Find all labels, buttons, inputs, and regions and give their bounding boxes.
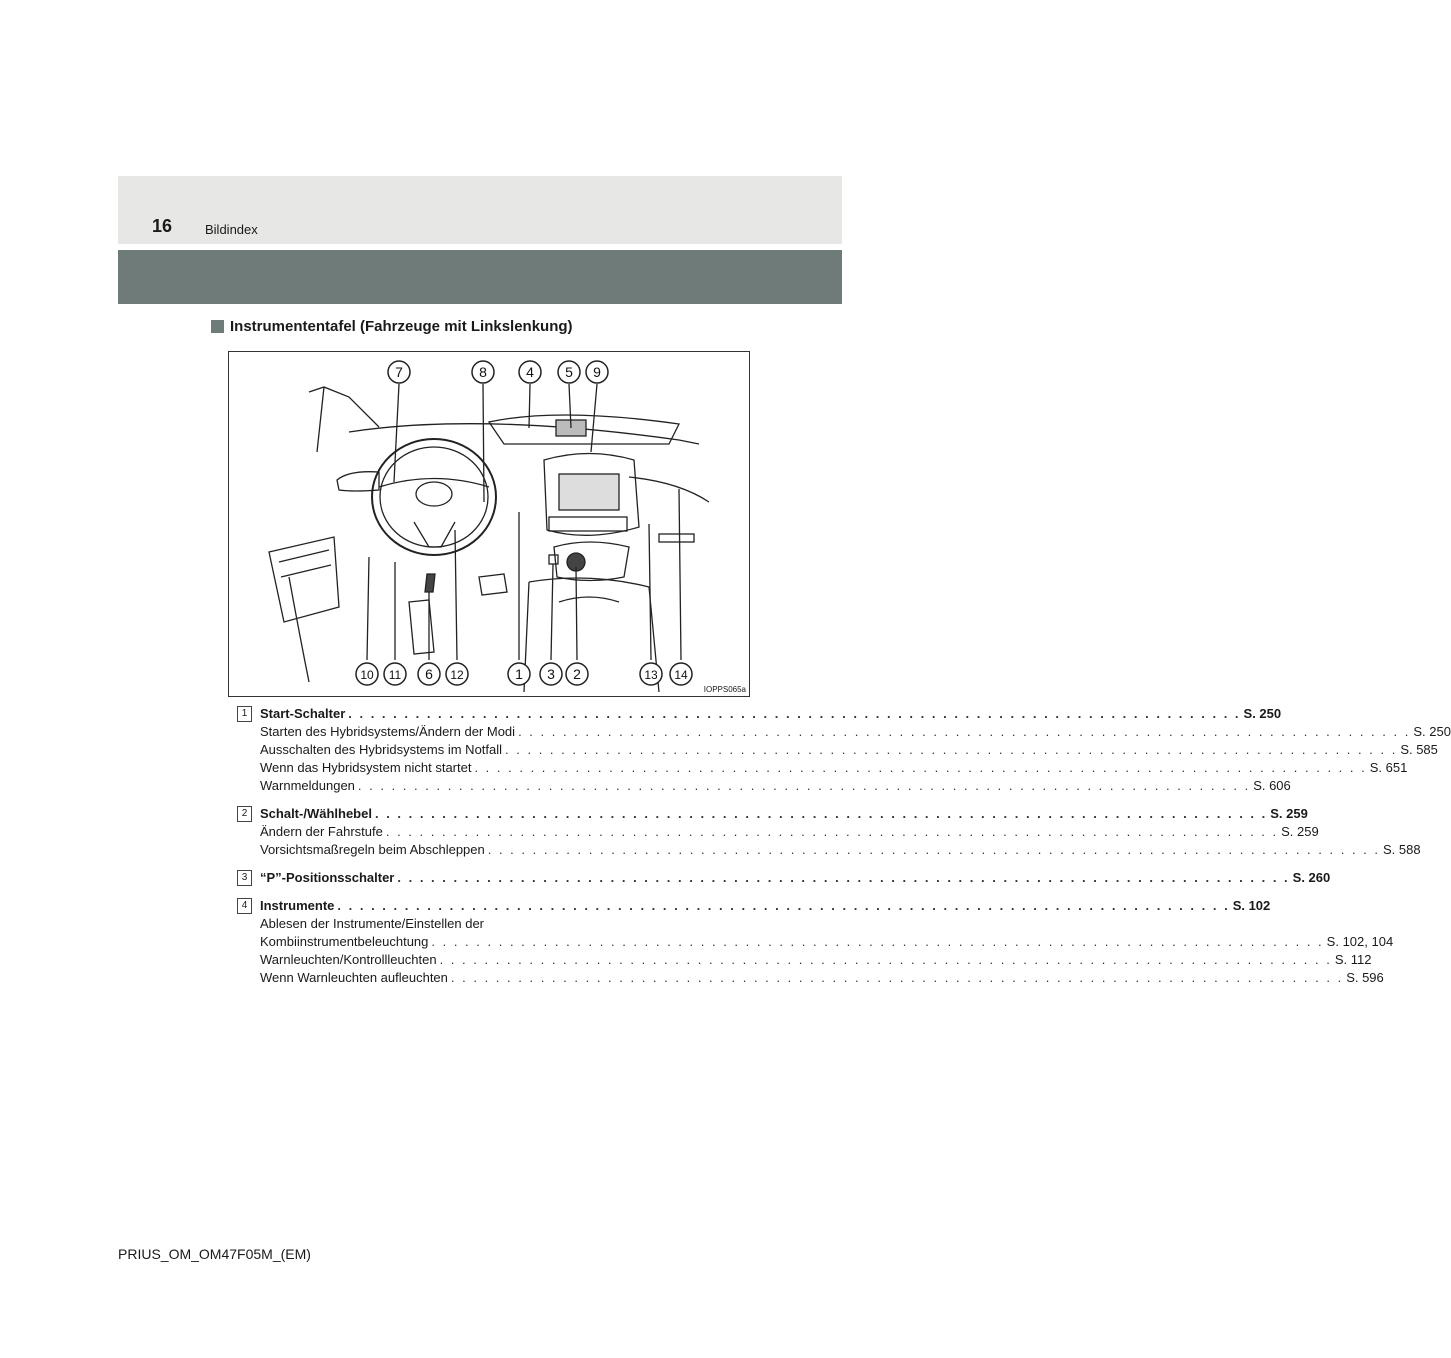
callout-label: 12	[450, 668, 464, 682]
entry-sub-row	[237, 933, 1394, 951]
figure-code: IOPPS065a	[703, 685, 746, 694]
entry-sub-row	[237, 723, 1451, 741]
entry-label: Wenn das Hybridsystem nicht startet	[260, 760, 472, 775]
header-dark-band	[118, 250, 842, 304]
callout-label: 13	[644, 668, 658, 682]
leader-dots: . . . . . . . . . . . . . . . . . . . . . . . . . . . . . . . . . . . . . . . . . . . . . . . . . . . . . . . . . . . . . . . . . . . . . . . . . . . . . . . .	[439, 952, 1332, 967]
footer-code: PRIUS_OM_OM47F05M_(EM)	[118, 1246, 311, 1262]
page-reference[interactable]: S. 606	[1253, 778, 1291, 793]
entry-label: Ablesen der Instrumente/Einstellen der	[260, 916, 485, 931]
entry-label: Vorsichtsmaßregeln beim Abschleppen	[260, 842, 485, 857]
entry-sub-row	[237, 969, 1384, 987]
entry-label: Schalt-/Wählhebel	[260, 806, 372, 821]
callout-label: 2	[573, 666, 581, 682]
entry-list	[237, 705, 1451, 997]
callout-label: 6	[425, 666, 433, 682]
entry-label: Ausschalten des Hybridsystems im Notfall	[260, 742, 503, 757]
callout-label: 3	[547, 666, 555, 682]
square-bullet-icon	[211, 320, 224, 333]
callout-label: 1	[515, 666, 523, 682]
entry-sub-row	[237, 951, 1372, 969]
entry-sub-row	[237, 741, 1438, 759]
entry-sub-row	[237, 777, 1291, 795]
page-reference[interactable]: S. 588	[1383, 842, 1421, 857]
entry-sub-row	[237, 841, 1421, 859]
leader-dots: . . . . . . . . . . . . . . . . . . . . . . . . . . . . . . . . . . . . . . . . . . . . . . . . . . . . . . . . . . . . . . . . . . . . . . . . . . . . . . . .	[337, 898, 1230, 913]
leader-dots: . . . . . . . . . . . . . . . . . . . . . . . . . . . . . . . . . . . . . . . . . . . . . . . . . . . . . . . . . . . . . . . . . . . . . . . . . . . . . . . .	[518, 724, 1411, 739]
leader-dots: . . . . . . . . . . . . . . . . . . . . . . . . . . . . . . . . . . . . . . . . . . . . . . . . . . . . . . . . . . . . . . . . . . . . . . . . . . . . . . . .	[348, 706, 1241, 721]
entry-label: Ändern der Fahrstufe	[260, 824, 383, 839]
leader-dots: . . . . . . . . . . . . . . . . . . . . . . . . . . . . . . . . . . . . . . . . . . . . . . . . . . . . . . . . . . . . . . . . . . . . . . . . . . . . . . . .	[357, 778, 1251, 793]
index-entry	[237, 869, 1331, 887]
leader-dots: . . . . . . . . . . . . . . . . . . . . . . . . . . . . . . . . . . . . . . . . . . . . . . . . . . . . . . . . . . . . . . . . . . . . . . . . . . . . . . . .	[450, 970, 1344, 985]
page-reference[interactable]: S. 250	[1413, 724, 1451, 739]
page-reference[interactable]: S. 112	[1334, 952, 1372, 967]
callout-label: 7	[395, 364, 403, 380]
entry-label: Starten des Hybridsystems/Ändern der Modi	[260, 724, 516, 739]
callout-label: 11	[388, 668, 402, 682]
leader-dots: . . . . . . . . . . . . . . . . . . . . . . . . . . . . . . . . . . . . . . . . . . . . . . . . . . . . . . . . . . . . . . . . . . . . . . . . . . . . . . . .	[385, 824, 1279, 839]
page-number: 16	[152, 216, 173, 236]
callout-label: 9	[593, 364, 601, 380]
entry-sub-row	[237, 823, 1319, 841]
entry-label: Wenn Warnleuchten aufleuchten	[260, 970, 448, 985]
index-entry	[237, 897, 1394, 987]
page-reference[interactable]: S. 259	[1281, 824, 1319, 839]
entry-number-badge: 4	[237, 898, 252, 914]
page-reference[interactable]: S. 250	[1243, 706, 1282, 721]
page-reference[interactable]: S. 102, 104	[1326, 934, 1394, 949]
entry-title-row	[237, 869, 1331, 887]
index-entry	[237, 705, 1451, 795]
entry-label: “P”-Positionsschalter	[260, 870, 395, 885]
leader-dots: . . . . . . . . . . . . . . . . . . . . . . . . . . . . . . . . . . . . . . . . . . . . . . . . . . . . . . . . . . . . . . . . . . . . . . . . . . . . . . . .	[505, 742, 1398, 757]
entry-number-badge: 1	[237, 706, 252, 722]
page-reference[interactable]: S. 260	[1292, 870, 1331, 885]
entry-label: Kombiinstrumentbeleuchtung	[260, 934, 429, 949]
callouts-bottom	[356, 663, 692, 685]
entry-number-badge: 3	[237, 870, 252, 886]
page-reference[interactable]: S. 651	[1369, 760, 1408, 775]
page-reference[interactable]: S. 596	[1346, 970, 1384, 985]
entry-label: Warnmeldungen	[260, 778, 355, 793]
section-title: Bildindex	[205, 222, 258, 237]
entry-sub-row	[237, 759, 1408, 777]
entry-title-row	[237, 705, 1282, 723]
entry-label: Start-Schalter	[260, 706, 346, 721]
dashboard-drawing	[229, 352, 749, 696]
callouts-top	[388, 361, 608, 383]
subheading-text: Instrumententafel (Fahrzeuge mit Linkslenkung)	[230, 318, 573, 335]
page-reference[interactable]: S. 585	[1400, 742, 1438, 757]
leader-dots: . . . . . . . . . . . . . . . . . . . . . . . . . . . . . . . . . . . . . . . . . . . . . . . . . . . . . . . . . . . . . . . . . . . . . . . . . . . . . . . .	[431, 934, 1324, 949]
callout-label: 4	[526, 364, 534, 380]
entry-label: Warnleuchten/Kontrollleuchten	[260, 952, 437, 967]
callout-label: 10	[360, 668, 374, 682]
leader-dots: . . . . . . . . . . . . . . . . . . . . . . . . . . . . . . . . . . . . . . . . . . . . . . . . . . . . . . . . . . . . . . . . . . . . . . . . . . . . . . . .	[374, 806, 1268, 821]
entry-title-row	[237, 897, 1271, 915]
callout-label: 8	[479, 364, 487, 380]
callout-label: 14	[674, 668, 688, 682]
callout-label: 5	[565, 364, 573, 380]
leader-dots: . . . . . . . . . . . . . . . . . . . . . . . . . . . . . . . . . . . . . . . . . . . . . . . . . . . . . . . . . . . . . . . . . . . . . . . . . . . . . . . .	[487, 842, 1381, 857]
page-reference[interactable]: S. 102	[1232, 898, 1271, 913]
leader-dots: . . . . . . . . . . . . . . . . . . . . . . . . . . . . . . . . . . . . . . . . . . . . . . . . . . . . . . . . . . . . . . . . . . . . . . . . . . . . . . . .	[397, 870, 1290, 885]
entry-title-row	[237, 805, 1308, 823]
entry-sub-row	[237, 915, 722, 933]
subheading	[211, 318, 573, 335]
page-reference[interactable]: S. 259	[1270, 806, 1308, 821]
leader-dots: . . . . . . . . . . . . . . . . . . . . . . . . . . . . . . . . . . . . . . . . . . . . . . . . . . . . . . . . . . . . . . . . . . . . . . . . . . . . . . . .	[474, 760, 1367, 775]
index-entry	[237, 805, 1421, 859]
entry-number-badge: 2	[237, 806, 252, 822]
entry-label: Instrumente	[260, 898, 335, 913]
dashboard-illustration	[228, 351, 750, 697]
